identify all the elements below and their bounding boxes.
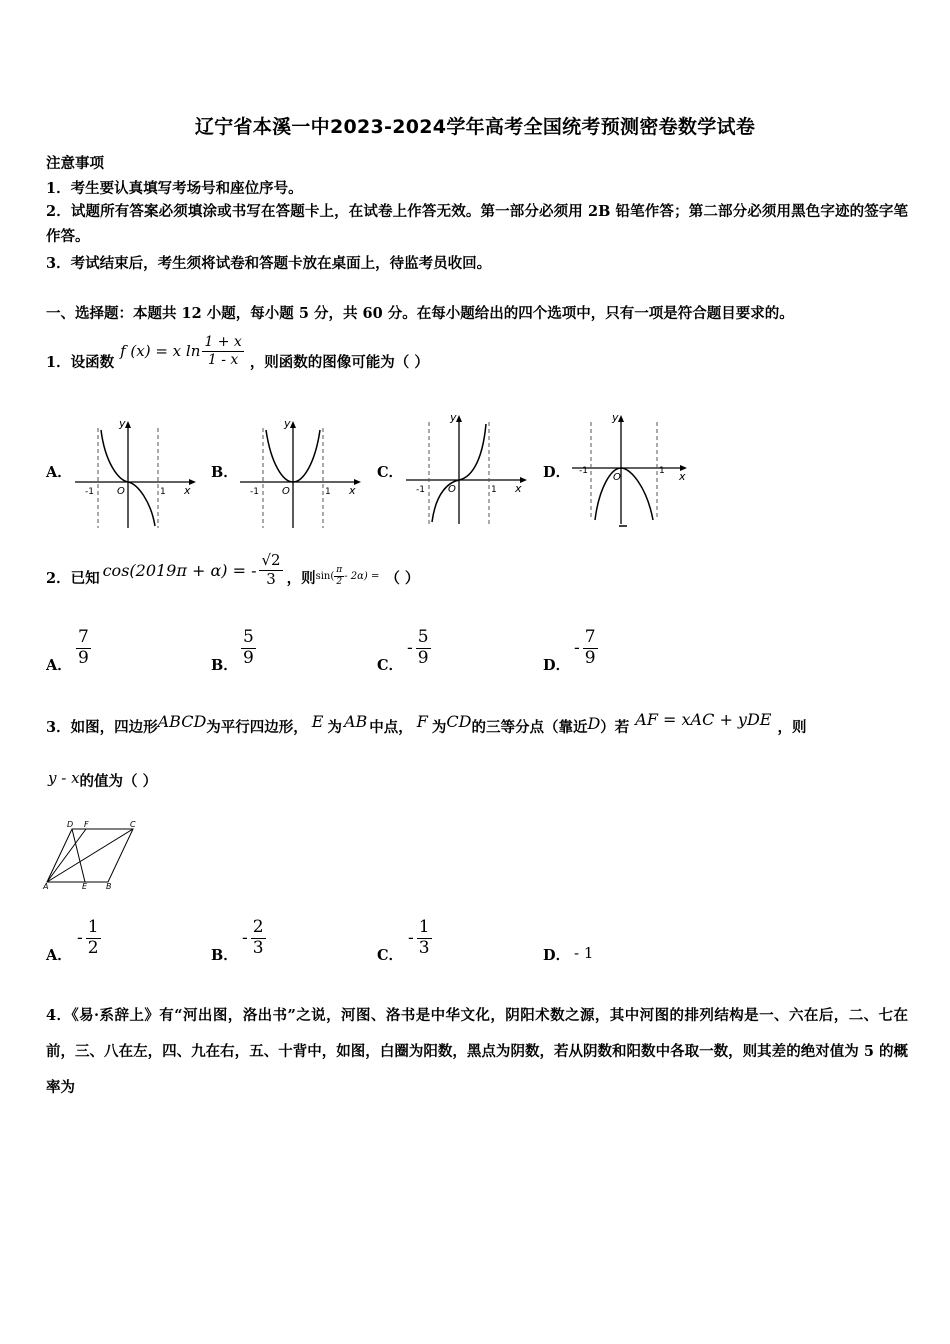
q3-c-den: 3 xyxy=(418,937,430,958)
q3-option-b-fraction xyxy=(251,918,266,958)
q3-a-num: 1 xyxy=(87,917,99,937)
axis-x-label: x xyxy=(349,484,356,497)
q2-rad-den: 3 xyxy=(266,569,276,588)
q3-e: E xyxy=(311,712,324,731)
q3-option-c-label: C． xyxy=(377,947,404,964)
q3-option-d-label: D． xyxy=(543,947,571,964)
tick-pos-label: 1 xyxy=(160,487,166,497)
question-1-stem xyxy=(46,326,429,376)
tick-pos-label: 1 xyxy=(659,466,665,476)
q2-d-num: 7 xyxy=(584,627,596,647)
q3-option-a-value xyxy=(77,918,101,958)
q1-graph-a xyxy=(72,414,202,532)
q3-y-minus-x: y - x xyxy=(48,769,80,787)
axis-y-label: y xyxy=(119,417,126,430)
y-axis-arrow xyxy=(456,415,462,422)
q3-text-6: 的三等分点（靠近 xyxy=(471,719,588,736)
q3-c-sign: - xyxy=(408,928,414,949)
notice-item-1: 1．考生要认真填写考场号和座位序号。 xyxy=(46,180,303,197)
q2-sin-frac-num: π xyxy=(336,565,343,576)
label-a: A xyxy=(43,882,49,890)
q3-text-2: 为平行四边形， xyxy=(206,719,308,736)
segment-de xyxy=(72,829,85,882)
q2-b-num: 5 xyxy=(243,627,254,647)
q3-option-c-value xyxy=(408,918,432,958)
q2-rad-num: √2 xyxy=(261,551,281,570)
label-f: F xyxy=(84,820,89,829)
q3-a-sign: - xyxy=(77,928,83,949)
q1-suffix: ，则函数的图像可能为（ ） xyxy=(249,353,429,371)
q2-sin-fraction xyxy=(334,565,344,587)
tick-pos-label: 1 xyxy=(325,487,331,497)
label-c: C xyxy=(130,820,136,829)
q1-option-d-label: D． xyxy=(543,464,571,481)
q3-option-c-fraction xyxy=(417,918,432,958)
label-b: B xyxy=(106,882,112,890)
q1-graph-d xyxy=(569,408,699,530)
q2-d-sign: - xyxy=(574,638,580,659)
tick-neg-label: -1 xyxy=(250,487,259,497)
axis-y-label: y xyxy=(284,417,291,430)
q2-cos-fraction xyxy=(259,552,282,588)
q2-suffix: （ ） xyxy=(385,569,420,587)
q3-f: F xyxy=(416,712,428,731)
question-3-stem-line-1 xyxy=(46,710,908,737)
origin-label: O xyxy=(117,486,125,497)
origin-label: O xyxy=(282,486,290,497)
q3-text-7: ）若 xyxy=(600,719,630,736)
curve xyxy=(595,468,653,520)
q3-text-8: ，则 xyxy=(777,719,807,736)
q2-option-a-fraction xyxy=(76,628,91,668)
q2-a-den: 9 xyxy=(78,647,89,668)
axis-y-label: y xyxy=(450,411,457,424)
q1-function-lhs: f (x) = x ln xyxy=(120,342,201,360)
q3-option-b-label: B． xyxy=(211,947,238,964)
q3-text-4: 中点， xyxy=(369,719,413,736)
q3-option-a-label: A． xyxy=(46,947,72,964)
axis-y-label: y xyxy=(612,411,619,424)
q1-function-fraction xyxy=(202,334,243,367)
q1-option-a-label: A． xyxy=(46,464,72,481)
q2-c-num: 5 xyxy=(417,627,429,647)
q2-option-b-value xyxy=(241,628,256,668)
origin-label: O xyxy=(613,472,621,483)
tick-neg-label: -1 xyxy=(85,487,94,497)
q3-b-num: 2 xyxy=(252,917,264,937)
q3-option-d-value: - 1 xyxy=(574,944,594,962)
q3-c-num: 1 xyxy=(418,917,430,937)
q3-abcd: ABCD xyxy=(157,712,207,731)
q1-option-b-label: B． xyxy=(211,464,238,481)
q1-option-c-label: C． xyxy=(377,464,404,481)
q2-sin-head: sin( xyxy=(315,570,335,582)
notice-heading: 注意事项 xyxy=(46,155,104,172)
q3-b-sign: - xyxy=(242,928,248,949)
q2-option-c-fraction xyxy=(416,628,431,668)
q2-option-b-fraction xyxy=(241,628,256,668)
q2-mid: ，则 xyxy=(286,569,316,587)
q2-sin-expression xyxy=(316,565,380,587)
q2-prefix: 2．已知 xyxy=(46,569,100,587)
q2-d-den: 9 xyxy=(584,647,596,668)
q2-option-b-label: B． xyxy=(211,657,238,674)
q2-option-c-label: C． xyxy=(377,657,404,674)
q2-cos-expression: cos(2019π + α) = - xyxy=(102,560,257,580)
q2-sin-tail: - 2α) = xyxy=(344,570,380,582)
origin-label: O xyxy=(448,484,456,495)
q3-ab: AB xyxy=(343,712,368,731)
q2-option-a-value xyxy=(76,628,91,668)
notice-item-2: 2．试题所有答案必须填涂或书写在答题卡上，在试卷上作答无效。第一部分必须用 2B 铅笔作答；第二部分必须用黑色字迹的签字笔作答。 xyxy=(46,203,908,245)
q2-option-d-value xyxy=(574,628,598,668)
q3-text-5: 为 xyxy=(431,719,447,736)
q1-frac-num: 1 + x xyxy=(204,334,242,351)
q2-sin-frac-den: 2 xyxy=(336,576,343,587)
label-d: D xyxy=(67,820,74,829)
q3-text-9: 的值为（ ） xyxy=(79,773,158,790)
question-4-stem: 4．《易·系辞上》有“河出图，洛出书”之说，河图、洛书是中华文化，阴阳术数之源，其中河图的排列结构是一、六在后，二、七在前，三、八在左，四、九在右，五、十背中，如图，白圈为阳数，黑点为阴数，若从阴数和阳数中各取一数，则其差的绝对值为 5 的概率为 xyxy=(46,1007,908,1096)
q2-option-a-label: A． xyxy=(46,657,72,674)
q1-graph-c xyxy=(403,410,533,528)
q3-text-3: 为 xyxy=(327,719,342,736)
q1-graph-b xyxy=(237,414,367,532)
q3-vector-eq: AF = xAC + yDE xyxy=(635,710,772,729)
q3-parallelogram-figure xyxy=(40,818,150,890)
tick-neg-label: -1 xyxy=(416,485,425,495)
q3-option-a-fraction xyxy=(86,918,101,958)
notice-item-3: 3．考试结束后，考生须将试卷和答题卡放在桌面上，待监考员收回。 xyxy=(46,255,492,272)
axis-x-label: x xyxy=(184,484,191,497)
q3-text-1: 3．如图，四边形 xyxy=(46,719,158,736)
y-axis-arrow xyxy=(618,415,624,422)
q3-d: D xyxy=(587,714,601,733)
exam-title: 辽宁省本溪一中2023-2024学年高考全国统考预测密卷数学试卷 xyxy=(194,116,756,138)
q2-b-den: 9 xyxy=(243,647,254,668)
q3-cd: CD xyxy=(446,712,472,731)
tick-pos-label: 1 xyxy=(491,485,497,495)
label-e: E xyxy=(82,882,88,890)
q1-prefix: 1．设函数 xyxy=(46,353,115,371)
question-2-stem xyxy=(46,542,419,598)
segment-af xyxy=(47,829,86,882)
q2-c-den: 9 xyxy=(417,647,429,668)
q3-option-b-value xyxy=(242,918,266,958)
axis-x-label: x xyxy=(515,482,522,495)
y-axis-arrow xyxy=(125,421,131,428)
axis-x-label: x xyxy=(679,470,686,483)
section-1-heading: 一、选择题：本题共 12 小题，每小题 5 分，共 60 分。在每小题给出的四个选项中，只有一项是符合题目要求的。 xyxy=(46,305,794,322)
q2-option-d-label: D． xyxy=(543,657,571,674)
q3-b-den: 3 xyxy=(252,937,264,958)
q2-option-d-fraction xyxy=(583,628,598,668)
question-3-stem-line-2 xyxy=(46,770,157,791)
tick-neg-label: -1 xyxy=(579,466,588,476)
y-axis-arrow xyxy=(290,421,296,428)
q3-a-den: 2 xyxy=(87,937,99,958)
q2-option-c-value xyxy=(407,628,431,668)
q1-frac-den: 1 - x xyxy=(207,351,239,368)
q2-a-num: 7 xyxy=(78,627,89,647)
q2-c-sign: - xyxy=(407,638,413,659)
